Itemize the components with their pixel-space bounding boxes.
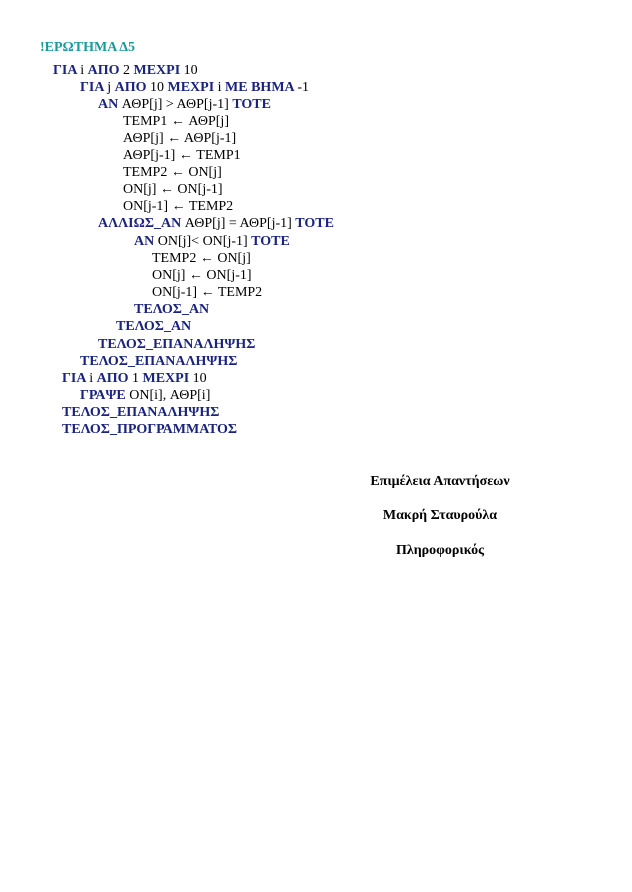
code-keyword: ΜΕ ΒΗΜΑ (225, 80, 298, 95)
code-text: ON[j] ← ON[j-1] (123, 182, 223, 197)
code-line (152, 284, 262, 301)
question-heading: !ΕΡΩΤΗΜΑ Δ5 (40, 40, 136, 55)
code-line (123, 164, 222, 181)
code-line (98, 215, 334, 232)
code-keyword: ΜΕΧΡΙ (142, 371, 193, 386)
code-line (134, 301, 209, 318)
code-line (80, 353, 237, 370)
code-line (116, 318, 191, 335)
code-keyword: ΤΕΛΟΣ_ΑΝ (134, 302, 210, 317)
code-text: i (217, 80, 226, 95)
code-keyword: ΑΠΟ (96, 371, 132, 386)
code-text: ON[j-1] ← TEMP2 (152, 285, 263, 300)
code-line (80, 387, 210, 404)
credit-author: Μακρή Σταυρούλα (382, 508, 498, 523)
code-text: ON[j] ← ON[j-1] (152, 268, 252, 283)
credit-role: Πληροφορικός (395, 543, 485, 558)
code-keyword: ΓΙΑ (53, 63, 81, 78)
code-text: ΑΘΡ[j] ← ΑΘΡ[j-1] (123, 131, 237, 146)
code-line (123, 181, 223, 198)
code-text: 10 (149, 80, 168, 95)
code-line (123, 198, 233, 215)
code-text: ΑΘΡ[j] > ΑΘΡ[j-1] (121, 97, 233, 112)
code-text: ON[i], ΑΘΡ[i] (129, 388, 211, 403)
code-line (53, 62, 198, 79)
code-keyword: ΑΠΟ (114, 80, 150, 95)
code-text: 10 (183, 63, 198, 78)
code-line (62, 421, 237, 438)
code-keyword: ΑΝ (134, 234, 158, 249)
code-keyword: ΤΕΛΟΣ_ΕΠΑΝΑΛΗΨΗΣ (62, 405, 220, 420)
code-keyword: ΑΠΟ (87, 63, 123, 78)
code-line (152, 267, 252, 284)
code-line (123, 130, 236, 147)
code-keyword: ΑΛΛΙΩΣ_ΑΝ (98, 216, 185, 231)
code-line (123, 147, 241, 164)
code-line (80, 79, 309, 96)
code-line (98, 96, 271, 113)
code-line (62, 404, 219, 421)
code-text: ON[j-1] ← TEMP2 (123, 199, 234, 214)
code-line (134, 233, 290, 250)
code-text: TEMP2 ← ON[j] (123, 165, 222, 180)
code-keyword: ΓΡΑΨΕ (80, 388, 130, 403)
code-keyword: ΜΕΧΡΙ (167, 80, 218, 95)
code-keyword: ΤΕΛΟΣ_ΕΠΑΝΑΛΗΨΗΣ (80, 354, 238, 369)
code-keyword: ΤΟΤΕ (232, 97, 271, 112)
code-line (123, 113, 229, 130)
code-keyword: ΤΟΤΕ (295, 216, 334, 231)
code-keyword: ΜΕΧΡΙ (133, 63, 184, 78)
code-line (62, 370, 207, 387)
code-keyword: ΤΕΛΟΣ_ΕΠΑΝΑΛΗΨΗΣ (98, 337, 256, 352)
code-keyword: ΤΕΛΟΣ_ΑΝ (116, 319, 192, 334)
code-text: -1 (297, 80, 310, 95)
code-line (98, 336, 255, 353)
code-text: ΑΘΡ[j-1] ← TEMP1 (123, 148, 241, 163)
code-text: 1 (131, 371, 143, 386)
code-text: TEMP1 ← ΑΘΡ[j] (123, 114, 229, 129)
code-text: j (107, 80, 115, 95)
code-keyword: ΤΟΤΕ (251, 234, 290, 249)
code-text: ΑΘΡ[j] = ΑΘΡ[j-1] (184, 216, 296, 231)
code-keyword: ΓΙΑ (62, 371, 90, 386)
code-text: i (80, 63, 88, 78)
credit-editing: Επιμέλεια Απαντήσεων (370, 474, 510, 489)
code-text: 2 (122, 63, 134, 78)
code-text: 10 (192, 371, 207, 386)
code-text: i (89, 371, 97, 386)
code-line (152, 250, 251, 267)
code-keyword: ΓΙΑ (80, 80, 108, 95)
code-text: TEMP2 ← ON[j] (152, 251, 251, 266)
code-text: ON[j]< ON[j-1] (157, 234, 252, 249)
code-keyword: ΤΕΛΟΣ_ΠΡΟΓΡΑΜΜΑΤΟΣ (62, 422, 238, 437)
code-keyword: ΑΝ (98, 97, 122, 112)
